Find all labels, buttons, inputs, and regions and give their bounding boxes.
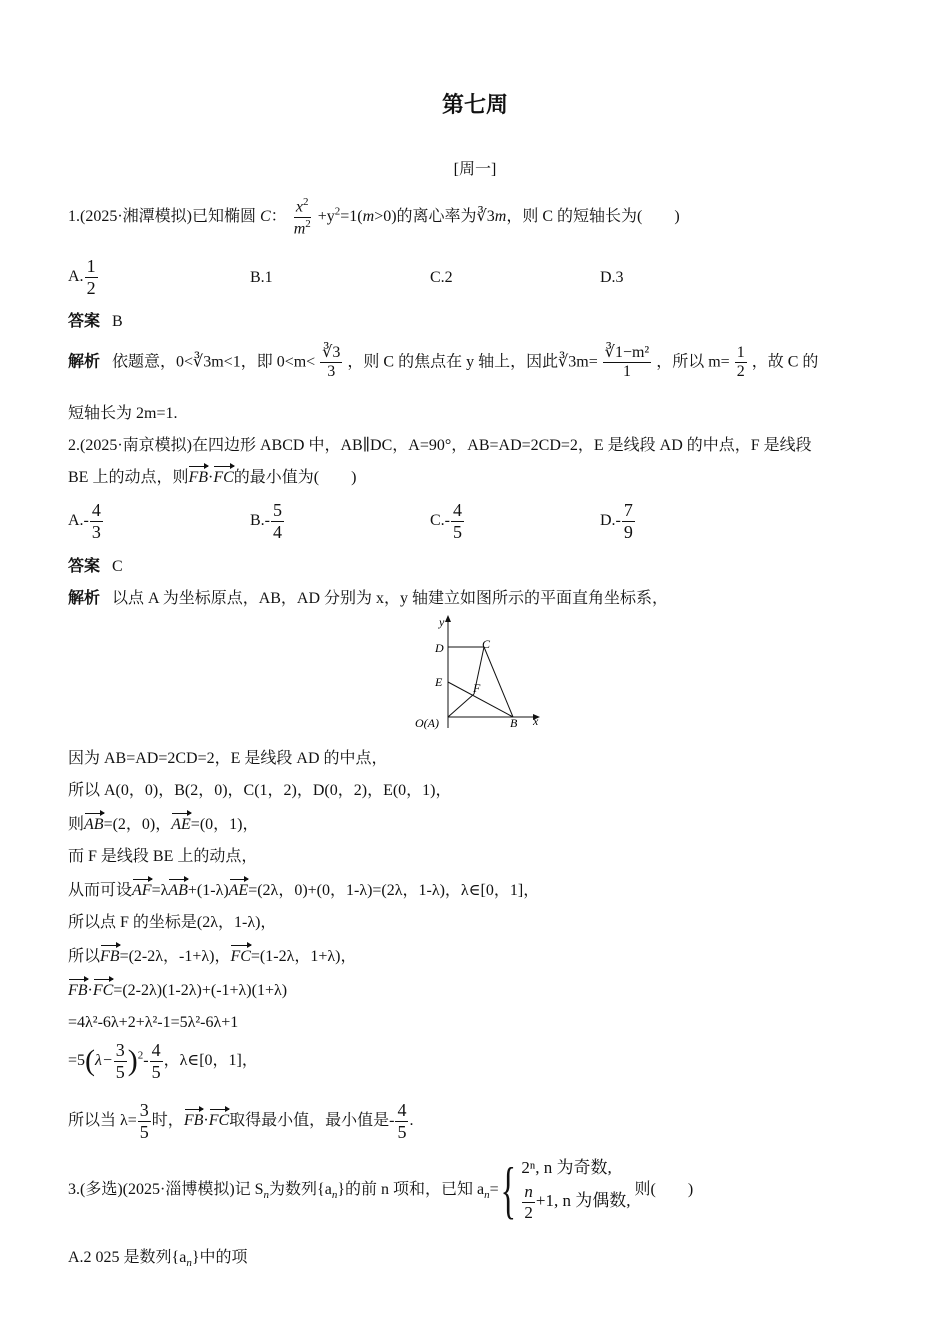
q2-step-11: 所以当 λ= $\frac{3}{5}$ 时，FB·FC取得最小值，最小值是- $\frac{4}{5}$ . [68, 1100, 414, 1142]
q1-option-a: A. $\frac{1}{2}$ [68, 256, 96, 298]
q1-option-c: C.2 [430, 269, 453, 286]
fig-origin-label: O(A) [415, 716, 439, 730]
q2-option-a: A.- $\frac{4}{3}$ [68, 500, 101, 542]
q2-option-d: D.- $\frac{7}{9}$ [600, 500, 633, 542]
q2-stem-line2: BE 上的动点，则FB·FC的最小值为( ) [68, 469, 357, 486]
q1-stem: 1.(2025·湘潭模拟)已知椭圆 C： $\frac{x^2}{m^2}$ $+y^2=1(m>0)$的离心率为∛3m，则 C 的短轴长为( ) [68, 196, 680, 238]
q2-step-5: 从而可设AF=λAB+(1-λ)AE=(2λ，0)+(0，1-λ)=(2λ，1-λ)，λ∈[0，1]， [68, 882, 540, 899]
q1-option-b: B.1 [250, 269, 273, 286]
q2-step-7: 所以FB=(2-2λ，-1+λ)，FC=(1-2λ，1+λ)， [68, 948, 357, 965]
q2-step-3: 则AB=(2，0)，AE=(0，1)， [68, 816, 259, 833]
fig-c-label: C [482, 637, 491, 651]
coordinate-figure [405, 612, 550, 734]
fig-b-label: B [510, 716, 518, 730]
fig-f-label: F [473, 681, 481, 695]
q2-step-1: 因为 AB=AD=2CD=2，E 是线段 AD 的中点， [68, 750, 388, 767]
q1-answer: 答案 B [68, 313, 123, 330]
page-title: 第七周 [441, 92, 508, 117]
q3-option-a: A.2 025 是数列$\{a_n\}$中的项 [68, 1249, 248, 1270]
q2-step-4: 而 F 是线段 BE 上的动点， [68, 848, 258, 865]
q2-answer: 答案 C [68, 558, 123, 575]
q1-option-d: D.3 [600, 269, 624, 286]
fig-d-label: D [435, 641, 444, 655]
q1-analysis-line2: 短轴长为 2m=1. [68, 405, 178, 422]
q3-stem: 3.(多选)(2025·淄博模拟)记 $S_n$为数列$\{a_n\}$的前 n 项和，已知 $a_n=${ 2ⁿ, n 为奇数, $\frac{n}{2}$ +1, n 为偶数, 则( ) [68, 1154, 694, 1226]
q2-stem-line1: 2.(2025·南京模拟)在四边形 ABCD 中，AB∥DC，A=90°，AB=AD=2CD=2，E 是线段 AD 的中点，F 是线段 [68, 437, 812, 454]
q2-option-b: B.- $\frac{5}{4}$ [250, 500, 282, 542]
fig-y-label: y [439, 615, 445, 629]
q1-analysis: 解析 依题意，0<∛3m<1，即 0<m< $\frac{∛3}{3}$ ，则 C 的焦点在 y 轴上，因此∛3m= $\frac{\text{∛1−m²}}{1}$ ，所以 m= $\frac{1}{2}$ ，故 C 的 [68, 344, 819, 381]
q2-step-8: FB·FC=(2-2λ)(1-2λ)+(-1+λ)(1+λ) [68, 982, 288, 999]
q2-step-9: =4λ²-6λ+2+λ²-1=5λ²-6λ+1 [68, 1014, 239, 1031]
q2-step-10: =5(λ− $\frac{3}{5}$ )$^2$- $\frac{4}{5}$ ，λ∈[0，1]， [68, 1040, 258, 1082]
fig-x-label: x [533, 714, 539, 728]
q2-step-6: 所以点 F 的坐标是(2λ，1-λ)， [68, 914, 277, 931]
q2-step-2: 所以 A(0，0)，B(2，0)，C(1，2)，D(0，2)，E(0，1)， [68, 782, 452, 799]
q2-option-c: C.- $\frac{4}{5}$ [430, 500, 462, 542]
fig-e-label: E [435, 675, 443, 689]
q2-analysis-intro: 解析 以点 A 为坐标原点，AB，AD 分别为 x，y 轴建立如图所示的平面直角坐标系， [68, 590, 669, 607]
day-heading: [周一] [453, 161, 497, 178]
